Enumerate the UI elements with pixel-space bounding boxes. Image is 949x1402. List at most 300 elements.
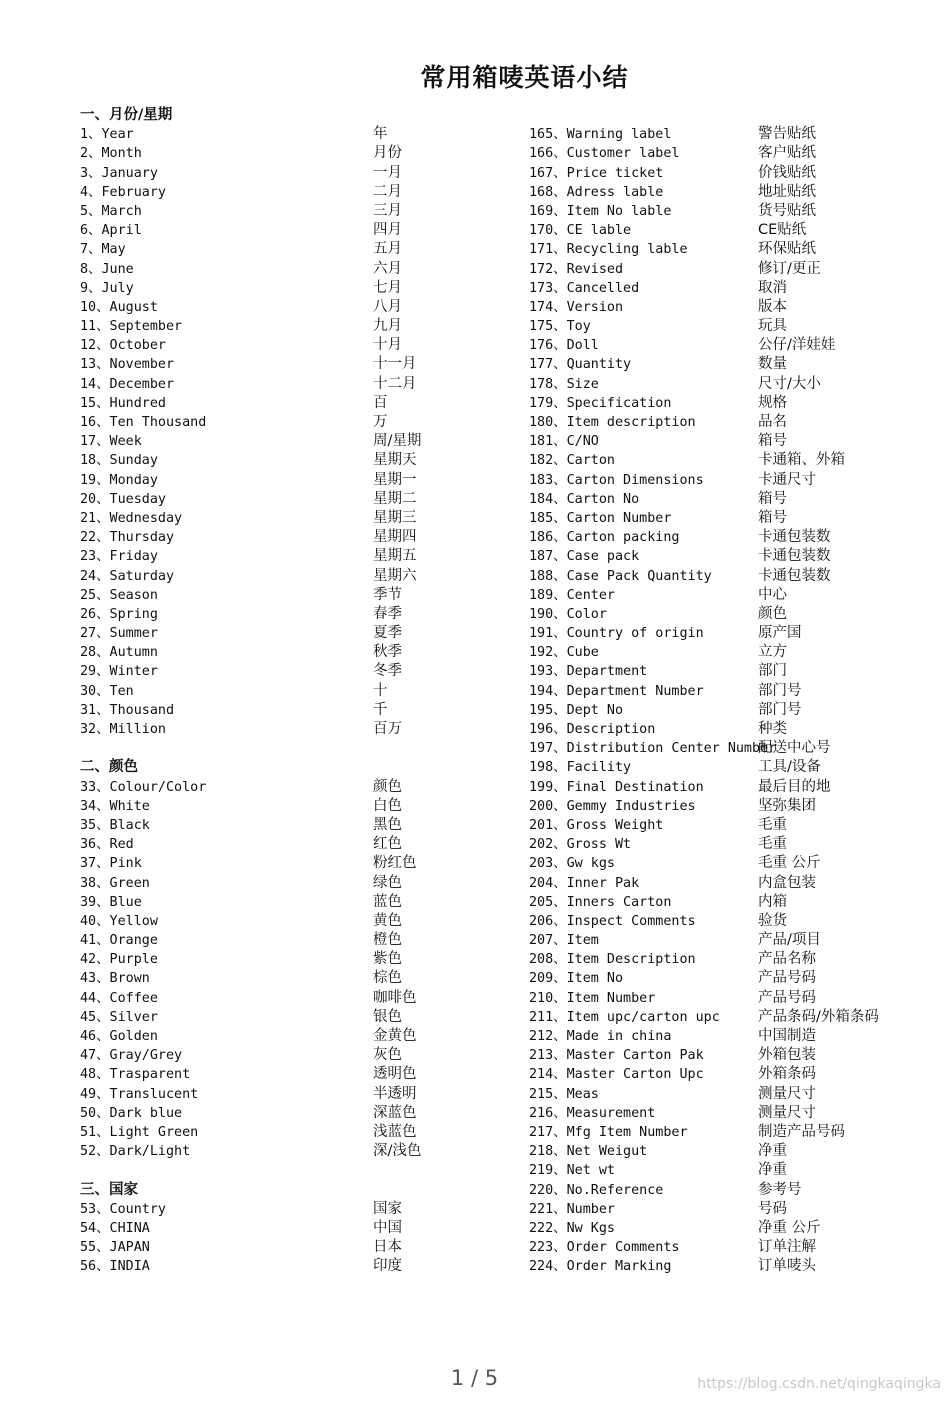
chinese-term: 产品号码 (758, 989, 816, 1006)
vocab-row (80, 720, 500, 739)
vocab-row (80, 317, 500, 336)
english-term: 188、Case Pack Quantity (529, 568, 712, 584)
vocab-row (529, 260, 929, 279)
chinese-term: 箱号 (758, 509, 787, 526)
vocab-row (80, 1085, 500, 1104)
chinese-term: 验货 (758, 912, 787, 929)
chinese-term: 玩具 (758, 318, 787, 335)
chinese-term: 印度 (373, 1258, 402, 1275)
chinese-term: 六月 (373, 260, 402, 277)
vocab-row (529, 1219, 929, 1238)
chinese-term: 净重 (758, 1162, 787, 1179)
english-term: 3、January (80, 165, 158, 181)
english-term: 200、Gemmy Industries (529, 798, 696, 814)
chinese-term: 货号贴纸 (758, 202, 816, 219)
chinese-term: 七月 (373, 279, 402, 296)
english-term: 31、Thousand (80, 702, 175, 718)
chinese-term: 棕色 (373, 970, 402, 987)
english-term: 44、Coffee (80, 990, 158, 1006)
section-heading: 三、国家 (80, 1181, 138, 1198)
english-term: 208、Item Description (529, 952, 696, 968)
english-term: 11、September (80, 319, 183, 335)
chinese-term: 产品号码 (758, 970, 816, 987)
vocab-row (80, 969, 500, 988)
chinese-term: 毛重 公斤 (758, 855, 821, 872)
english-term: 22、Thursday (80, 530, 175, 546)
english-term: 30、Ten (80, 683, 134, 699)
chinese-term: 国家 (373, 1200, 402, 1217)
chinese-term: 净重 (758, 1143, 787, 1160)
vocab-row (80, 298, 500, 317)
chinese-term: 内箱 (758, 893, 787, 910)
chinese-term: 中国 (373, 1219, 402, 1236)
english-term: 10、August (80, 299, 158, 315)
chinese-term: 四月 (373, 222, 402, 239)
vocab-row (80, 989, 500, 1008)
english-term: 214、Master Carton Upc (529, 1067, 704, 1083)
vocab-row (529, 912, 929, 931)
chinese-term: 咖啡色 (373, 989, 417, 1006)
english-term: 197、Distribution Center Number (529, 741, 777, 757)
chinese-term: 取消 (758, 279, 787, 296)
vocab-row (529, 144, 929, 163)
english-term: 29、Winter (80, 664, 158, 680)
chinese-term: 五月 (373, 241, 402, 258)
english-term: 209、Item No (529, 971, 624, 987)
english-term: 170、CE lable (529, 223, 632, 239)
chinese-term: 部门号 (758, 701, 802, 718)
english-term: 54、CHINA (80, 1220, 150, 1236)
vocab-row (529, 547, 929, 566)
english-term: 50、Dark blue (80, 1105, 183, 1121)
vocab-row (529, 739, 929, 758)
english-term: 182、Carton (529, 453, 615, 469)
vocab-row (80, 1065, 500, 1084)
chinese-term: 银色 (373, 1008, 402, 1025)
english-term: 192、Cube (529, 645, 599, 661)
chinese-term: 百万 (373, 721, 402, 737)
english-term: 5、March (80, 203, 142, 219)
vocab-row (80, 950, 500, 969)
vocab-row (80, 394, 500, 413)
vocab-row (529, 1257, 929, 1276)
vocab-row (80, 528, 500, 547)
vocab-row (80, 202, 500, 221)
vocab-row (80, 1027, 500, 1046)
chinese-term: 毛重 (758, 836, 787, 853)
english-term: 51、Light Green (80, 1124, 199, 1140)
english-term: 206、Inspect Comments (529, 913, 696, 929)
chinese-term: 灰色 (373, 1047, 402, 1064)
chinese-term: 星期五 (373, 548, 417, 565)
vocab-row (80, 144, 500, 163)
chinese-term: 部门 (758, 663, 787, 680)
vocab-row (80, 1257, 500, 1276)
english-term: 166、Customer label (529, 146, 680, 162)
chinese-term: 参考号 (758, 1181, 802, 1198)
vocab-row (80, 375, 500, 394)
vocab-row (529, 509, 929, 528)
chinese-term: 粉红色 (373, 855, 417, 872)
vocab-row (80, 451, 500, 470)
vocab-row (80, 471, 500, 490)
vocab-row (529, 586, 929, 605)
document-title: 常用箱唛英语小结 (420, 63, 629, 92)
chinese-term: 环保贴纸 (758, 241, 816, 258)
vocab-row (529, 336, 929, 355)
vocab-row (80, 643, 500, 662)
vocab-row (529, 624, 929, 643)
chinese-term: 季节 (373, 586, 402, 603)
vocab-row (529, 969, 929, 988)
english-term: 178、Size (529, 376, 599, 392)
chinese-term: 立方 (758, 644, 787, 661)
chinese-term: 产品名称 (758, 951, 816, 968)
chinese-term: 种类 (758, 721, 787, 737)
vocab-row (80, 816, 500, 835)
english-term: 180、Item description (529, 415, 696, 430)
chinese-term: 内盒包装 (758, 874, 816, 891)
english-term: 199、Final Destination (529, 779, 704, 795)
chinese-term: 测量尺寸 (758, 1085, 816, 1102)
right-column (529, 106, 929, 1276)
chinese-term: 部门号 (758, 682, 802, 699)
chinese-term: 尺寸/大小 (758, 375, 821, 392)
vocab-row (80, 260, 500, 279)
vocab-row (529, 279, 929, 298)
vocab-row (529, 854, 929, 873)
vocab-row (529, 1142, 929, 1161)
chinese-term: 外箱包装 (758, 1047, 816, 1064)
vocab-row (529, 355, 929, 374)
chinese-term: 最后目的地 (758, 778, 831, 795)
vocab-row (529, 1085, 929, 1104)
vocab-row (529, 183, 929, 202)
english-term: 186、Carton packing (529, 530, 680, 546)
english-term: 47、Gray/Grey (80, 1048, 183, 1064)
chinese-term: 卡通尺寸 (758, 471, 816, 488)
english-term: 14、December (80, 376, 175, 392)
chinese-term: 测量尺寸 (758, 1104, 816, 1121)
english-term: 172、Revised (529, 261, 624, 277)
chinese-term: 黑色 (373, 816, 402, 833)
vocab-row (529, 413, 929, 432)
chinese-term: 冬季 (373, 663, 402, 680)
vocab-row (80, 931, 500, 950)
english-term: 177、Quantity (529, 357, 632, 373)
chinese-term: 规格 (758, 394, 787, 411)
vocab-row (80, 336, 500, 355)
chinese-term: 黄色 (373, 912, 402, 929)
chinese-term: 工具/设备 (758, 759, 821, 776)
chinese-term: 深/浅色 (373, 1143, 422, 1160)
english-term: 213、Master Carton Pak (529, 1048, 704, 1064)
chinese-term: 公仔/洋娃娃 (758, 337, 836, 354)
english-term: 179、Specification (529, 395, 672, 411)
vocab-row (80, 662, 500, 681)
english-term: 217、Mfg Item Number (529, 1124, 688, 1140)
vocab-row (80, 279, 500, 298)
vocab-row (529, 1161, 929, 1180)
chinese-term: 卡通包装数 (758, 548, 831, 565)
vocab-row (529, 375, 929, 394)
vocab-row (529, 298, 929, 317)
chinese-term: 版本 (758, 298, 787, 315)
chinese-term: 周/星期 (373, 433, 422, 450)
vocab-row (529, 778, 929, 797)
english-term: 7、May (80, 242, 126, 258)
vocab-row (80, 413, 500, 432)
vocab-row (529, 394, 929, 413)
chinese-term: 二月 (373, 183, 402, 200)
english-term: 53、Country (80, 1201, 166, 1217)
vocab-row (80, 164, 500, 183)
vocab-row (529, 893, 929, 912)
english-term: 52、Dark/Light (80, 1144, 191, 1160)
vocab-row (80, 912, 500, 931)
english-term: 15、Hundred (80, 395, 166, 411)
english-term: 171、Recycling lable (529, 242, 688, 258)
english-term: 18、Sunday (80, 453, 158, 469)
english-term: 45、Silver (80, 1009, 158, 1025)
english-term: 9、July (80, 280, 134, 296)
chinese-term: 红色 (373, 836, 402, 853)
chinese-term: 绿色 (373, 874, 402, 891)
vocab-row (80, 1104, 500, 1123)
vocab-row (529, 1238, 929, 1257)
english-term: 174、Version (529, 299, 624, 315)
section-spacer (80, 739, 500, 758)
vocab-row (80, 567, 500, 586)
vocab-row (529, 1181, 929, 1200)
chinese-term: 紫色 (373, 951, 402, 968)
chinese-term: 原产国 (758, 625, 802, 642)
chinese-term: 卡通箱、外箱 (758, 452, 845, 469)
english-term: 205、Inners Carton (529, 894, 672, 910)
english-term: 187、Case pack (529, 549, 640, 565)
chinese-term: 蓝色 (373, 893, 402, 910)
english-term: 215、Meas (529, 1086, 599, 1102)
english-term: 203、Gw kgs (529, 856, 615, 872)
chinese-term: 千 (373, 701, 388, 718)
vocab-row (529, 202, 929, 221)
chinese-term: 制造产品号码 (758, 1123, 845, 1140)
english-term: 33、Colour/Color (80, 779, 207, 795)
english-term: 212、Made in china (529, 1029, 672, 1044)
chinese-term: 颜色 (373, 778, 402, 795)
chinese-term: 十二月 (373, 375, 417, 392)
chinese-term: 坚弥集团 (758, 797, 816, 814)
chinese-term: 透明色 (373, 1066, 417, 1083)
vocab-row (80, 1219, 500, 1238)
english-term: 25、Season (80, 587, 158, 603)
vocab-row (80, 624, 500, 643)
vocab-row (529, 432, 929, 451)
chinese-term: 净重 公斤 (758, 1219, 821, 1236)
vocab-row (80, 1008, 500, 1027)
english-term: 16、Ten Thousand (80, 415, 207, 430)
chinese-term: 十 (373, 682, 388, 699)
vocab-row (80, 682, 500, 701)
chinese-term: 橙色 (373, 932, 402, 949)
chinese-term: 十月 (373, 337, 402, 354)
english-term: 8、June (80, 261, 134, 277)
english-term: 41、Orange (80, 933, 158, 949)
english-term: 196、Description (529, 722, 656, 737)
chinese-term: 星期二 (373, 490, 417, 507)
english-term: 184、Carton No (529, 491, 640, 507)
english-term: 6、April (80, 223, 142, 239)
chinese-term: 月份 (373, 145, 402, 162)
english-term: 210、Item Number (529, 990, 656, 1006)
vocab-row (529, 720, 929, 739)
vocab-row (80, 1238, 500, 1257)
chinese-term: 星期一 (373, 471, 417, 488)
chinese-term: 一月 (373, 164, 402, 181)
vocab-row (80, 1200, 500, 1219)
english-term: 194、Department Number (529, 683, 704, 699)
vocab-row (80, 432, 500, 451)
english-term: 201、Gross Weight (529, 817, 664, 833)
english-term: 218、Net Weigut (529, 1144, 648, 1160)
english-term: 220、No.Reference (529, 1182, 664, 1198)
english-term: 1、Year (80, 127, 134, 143)
english-term: 222、Nw Kgs (529, 1220, 615, 1236)
chinese-term: 白色 (373, 797, 402, 814)
vocab-row (529, 1123, 929, 1142)
chinese-term: 百 (373, 394, 388, 411)
english-term: 181、C/NO (529, 434, 599, 450)
page-number: 1 / 5 (450, 1366, 499, 1390)
vocab-row (529, 471, 929, 490)
english-term: 173、Cancelled (529, 280, 640, 296)
vocab-row (529, 682, 929, 701)
english-term: 211、Item upc/carton upc (529, 1009, 720, 1025)
vocab-row (529, 221, 929, 240)
vocab-row (80, 125, 500, 144)
chinese-term: 修订/更正 (758, 260, 821, 277)
chinese-term: 金黄色 (373, 1028, 417, 1044)
english-term: 24、Saturday (80, 568, 175, 584)
chinese-term: 日本 (373, 1239, 402, 1256)
vocab-row (529, 662, 929, 681)
vocab-row (80, 490, 500, 509)
english-term: 190、Color (529, 606, 607, 622)
english-term: 221、Number (529, 1201, 615, 1217)
vocab-row (529, 528, 929, 547)
vocab-row (80, 1142, 500, 1161)
english-term: 189、Center (529, 587, 615, 603)
chinese-term: 警告贴纸 (758, 126, 816, 143)
english-term: 193、Department (529, 664, 648, 680)
english-term: 36、Red (80, 837, 134, 853)
vocab-row (80, 355, 500, 374)
english-term: 202、Gross Wt (529, 837, 632, 853)
vocab-row (529, 164, 929, 183)
vocab-row (529, 1065, 929, 1084)
english-term: 49、Translucent (80, 1086, 199, 1102)
column-top-spacer (529, 106, 929, 125)
vocab-row (80, 509, 500, 528)
chinese-term: 价钱贴纸 (758, 164, 816, 181)
vocab-row (80, 1123, 500, 1142)
chinese-term: 十一月 (373, 356, 417, 373)
watermark-url: https://blog.csdn.net/qingkaqingka (697, 1376, 941, 1392)
english-term: 56、INDIA (80, 1259, 150, 1275)
vocab-row (80, 835, 500, 854)
left-column (80, 106, 500, 1276)
chinese-term: 半透明 (373, 1085, 417, 1102)
vocab-row (529, 240, 929, 259)
chinese-term: 万 (373, 414, 388, 430)
vocab-row (529, 816, 929, 835)
english-term: 216、Measurement (529, 1105, 656, 1121)
vocab-row (529, 317, 929, 336)
vocab-row (529, 567, 929, 586)
vocab-row (529, 950, 929, 969)
vocab-row (529, 1008, 929, 1027)
vocab-row (80, 854, 500, 873)
english-term: 167、Price ticket (529, 165, 664, 181)
chinese-term: 颜色 (758, 605, 787, 622)
english-term: 4、February (80, 184, 166, 200)
english-term: 38、Green (80, 875, 150, 891)
english-term: 21、Wednesday (80, 510, 183, 526)
chinese-term: 卡通包装数 (758, 567, 831, 584)
chinese-term: 八月 (373, 298, 402, 315)
chinese-term: 产品条码/外箱条码 (758, 1008, 879, 1025)
chinese-term: 中国制造 (758, 1028, 816, 1044)
vocab-row (80, 183, 500, 202)
english-term: 27、Summer (80, 626, 158, 642)
chinese-term: 数量 (758, 356, 787, 373)
english-term: 43、Brown (80, 971, 150, 987)
vocab-row (529, 605, 929, 624)
english-term: 26、Spring (80, 606, 158, 622)
vocab-row (80, 605, 500, 624)
english-term: 198、Facility (529, 760, 632, 776)
english-term: 46、Golden (80, 1029, 158, 1044)
chinese-term: 秋季 (373, 644, 402, 661)
vocab-row (80, 547, 500, 566)
vocab-row (80, 893, 500, 912)
english-term: 55、JAPAN (80, 1240, 150, 1256)
english-term: 20、Tuesday (80, 491, 166, 507)
chinese-term: 箱号 (758, 490, 787, 507)
english-term: 23、Friday (80, 549, 158, 565)
vocab-row (529, 931, 929, 950)
chinese-term: 年 (373, 126, 388, 143)
chinese-term: 星期天 (373, 452, 417, 469)
chinese-term: 浅蓝色 (373, 1123, 417, 1140)
chinese-term: 卡通包装数 (758, 529, 831, 546)
english-term: 12、October (80, 338, 166, 354)
chinese-term: 外箱条码 (758, 1066, 816, 1083)
english-term: 219、Net wt (529, 1163, 615, 1179)
chinese-term: 中心 (758, 586, 787, 603)
english-term: 13、November (80, 357, 175, 373)
vocab-row (80, 240, 500, 259)
vocab-row (529, 758, 929, 777)
vocab-row (529, 490, 929, 509)
chinese-term: 产品/项目 (758, 932, 821, 949)
vocab-row (529, 1104, 929, 1123)
chinese-term: 地址贴纸 (758, 183, 816, 200)
vocab-row (529, 835, 929, 854)
section-spacer (80, 1161, 500, 1180)
chinese-term: 星期四 (373, 529, 417, 546)
chinese-term: 九月 (373, 318, 402, 335)
